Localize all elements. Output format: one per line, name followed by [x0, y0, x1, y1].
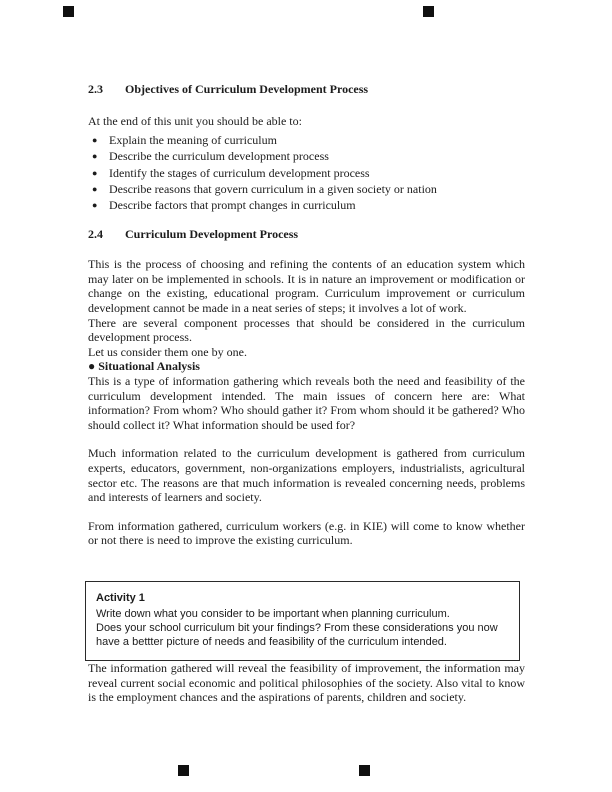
objectives-intro: At the end of this unit you should be able to: [88, 113, 302, 128]
bullet-icon: ● [92, 184, 98, 195]
activity-text: Does your school curriculum bit your findings? From these considerations you now have a bettter picture of needs and feasibility of the curriculum intended. [96, 621, 498, 648]
activity-title: Activity 1 [96, 591, 145, 604]
paragraph: This is a type of information gathering which reveals both the need and feasibility of the curriculum development intended. The main issues of concern here are: What information? From whom? Who should gather it? From whom should it be gathered? Who should collect it? What information should be used for? [88, 374, 525, 432]
objective-text: Explain the meaning of curriculum [109, 133, 277, 148]
scan-mark-top-right [423, 6, 434, 17]
section-title: Objectives of Curriculum Development Process [125, 82, 369, 96]
document-page [88, 82, 525, 705]
objective-text: Describe the curriculum development process [109, 149, 329, 164]
list-item [88, 148, 525, 164]
list-item [88, 197, 525, 213]
bullet-icon: ● [92, 151, 98, 162]
bullet-icon: ● [92, 135, 98, 146]
scan-mark-bottom-left [178, 765, 189, 776]
section-heading-2-4 [88, 227, 525, 242]
paragraph: There are several component processes that should be considered in the curriculum development process. [88, 315, 525, 345]
activity-box [85, 581, 520, 661]
list-item [88, 181, 525, 197]
list-item [88, 132, 525, 148]
list-item [88, 165, 525, 181]
paragraph: Much information related to the curriculum development is gathered from curriculum experts, educators, government, non-organizations employers, industrialists, agricultural sector etc. The reasons are that much information is revealed concerning needs, problems and interests of learners and society. [88, 446, 525, 505]
objectives-list [88, 132, 525, 213]
activity-text: Write down what you consider to be important when planning curriculum. [96, 607, 450, 620]
situational-analysis-heading: ● Situational Analysis [88, 359, 200, 374]
objective-text: Describe reasons that govern curriculum in a given society or nation [109, 182, 437, 197]
paragraph: From information gathered, curriculum workers (e.g. in KIE) will come to know whether or not there is need to improve the existing curriculum. [88, 518, 525, 548]
section-number: 2.3 [88, 82, 103, 96]
paragraph: The information gathered will reveal the feasibility of improvement, the information may reveal current social economic and political philosophies of the society. Also vital to know is the employment chances and the aspirations of parents, children and society. [88, 660, 525, 705]
section-number: 2.4 [88, 226, 103, 241]
paragraph: This is the process of choosing and refining the contents of an education system which may later on be implemented in schools. It is in nature an improvement or modification or change on the existing, educational program. Curriculum improvement or curriculum development cannot be made in a neat series of steps; it involves a lot of work. [88, 257, 525, 316]
paragraph: Let us consider them one by one. [88, 344, 247, 359]
bullet-icon: ● [92, 167, 98, 178]
bullet-icon: ● [92, 200, 98, 211]
scan-mark-bottom-right [359, 765, 370, 776]
section-title: Curriculum Development Process [125, 226, 299, 241]
objective-text: Describe factors that prompt changes in curriculum [109, 198, 356, 213]
section-heading-2-3 [88, 82, 525, 97]
objective-text: Identify the stages of curriculum development process [109, 165, 370, 180]
scan-mark-top-left [63, 6, 74, 17]
